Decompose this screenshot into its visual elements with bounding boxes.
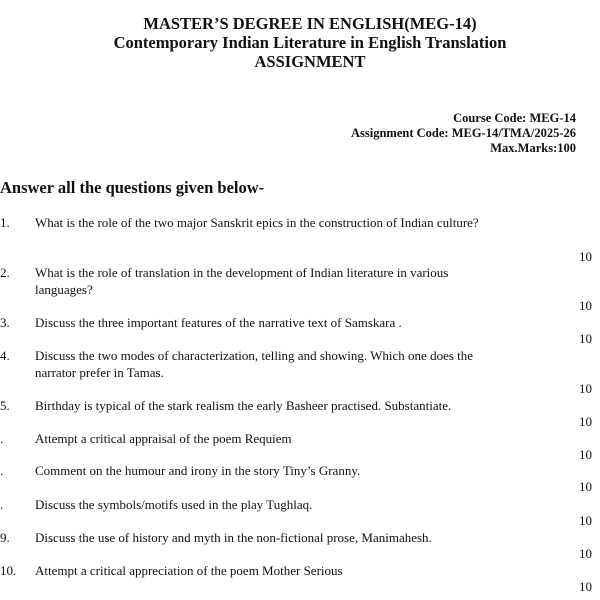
question-number: 5. xyxy=(0,398,10,413)
question-9-marks: 10 xyxy=(579,546,592,561)
assignment-heading: ASSIGNMENT xyxy=(254,52,366,71)
question-text: Discuss the two modes of characterization, telling and showing. Which one does the narrator prefer in Tamas. xyxy=(35,348,474,380)
question-1-marks: 10 xyxy=(579,249,592,264)
question-text: Attempt a critical appreciation of the poem Mother Serious xyxy=(35,563,343,578)
question-text: Discuss the symbols/motifs used in the play Tughlaq. xyxy=(35,497,313,512)
question-10-marks: 10 xyxy=(579,579,592,594)
question-number: . xyxy=(0,431,4,446)
question-text: What is the role of the two major Sanskrit epics in the construction of Indian culture? xyxy=(35,215,479,230)
question-number: 9. xyxy=(0,530,10,545)
question-number: . xyxy=(0,497,4,512)
course-code: Course Code: MEG-14 xyxy=(453,111,576,125)
question-text: Birthday is typical of the stark realism the early Basheer practised. Substantiate. xyxy=(35,398,452,413)
question-7-marks: 10 xyxy=(579,479,592,494)
question-text: Attempt a critical appraisal of the poem Requiem xyxy=(35,431,292,446)
course-info xyxy=(351,111,576,156)
question-number: 4. xyxy=(0,348,10,363)
question-text: Discuss the three important features of the narrative text of Samskara . xyxy=(35,315,402,330)
question-6-marks: 10 xyxy=(579,447,592,462)
question-2-marks: 10 xyxy=(579,298,592,313)
question-text: What is the role of translation in the development of Indian literature in various languages? xyxy=(35,265,449,297)
assignment-code: Assignment Code: MEG-14/TMA/2025-26 xyxy=(351,126,576,140)
question-8-marks: 10 xyxy=(579,513,592,528)
instruction: Answer all the questions given below- xyxy=(0,178,265,197)
question-number: 3. xyxy=(0,315,10,330)
question-3-marks: 10 xyxy=(579,331,592,346)
degree-title: MASTER’S DEGREE IN ENGLISH(MEG-14) xyxy=(143,14,477,33)
question-number: 10. xyxy=(0,563,17,578)
question-5-marks: 10 xyxy=(579,414,592,429)
document-header xyxy=(0,14,600,71)
question-number: . xyxy=(0,463,4,478)
question-number: 1. xyxy=(0,215,10,230)
question-4-marks: 10 xyxy=(579,381,592,396)
max-marks: Max.Marks:100 xyxy=(490,141,576,155)
course-title: Contemporary Indian Literature in English Translation xyxy=(113,33,507,52)
question-number: 2. xyxy=(0,265,10,280)
question-text: Comment on the humour and irony in the story Tiny’s Granny. xyxy=(35,463,361,478)
question-text: Discuss the use of history and myth in the non-fictional prose, Manimahesh. xyxy=(35,530,432,545)
